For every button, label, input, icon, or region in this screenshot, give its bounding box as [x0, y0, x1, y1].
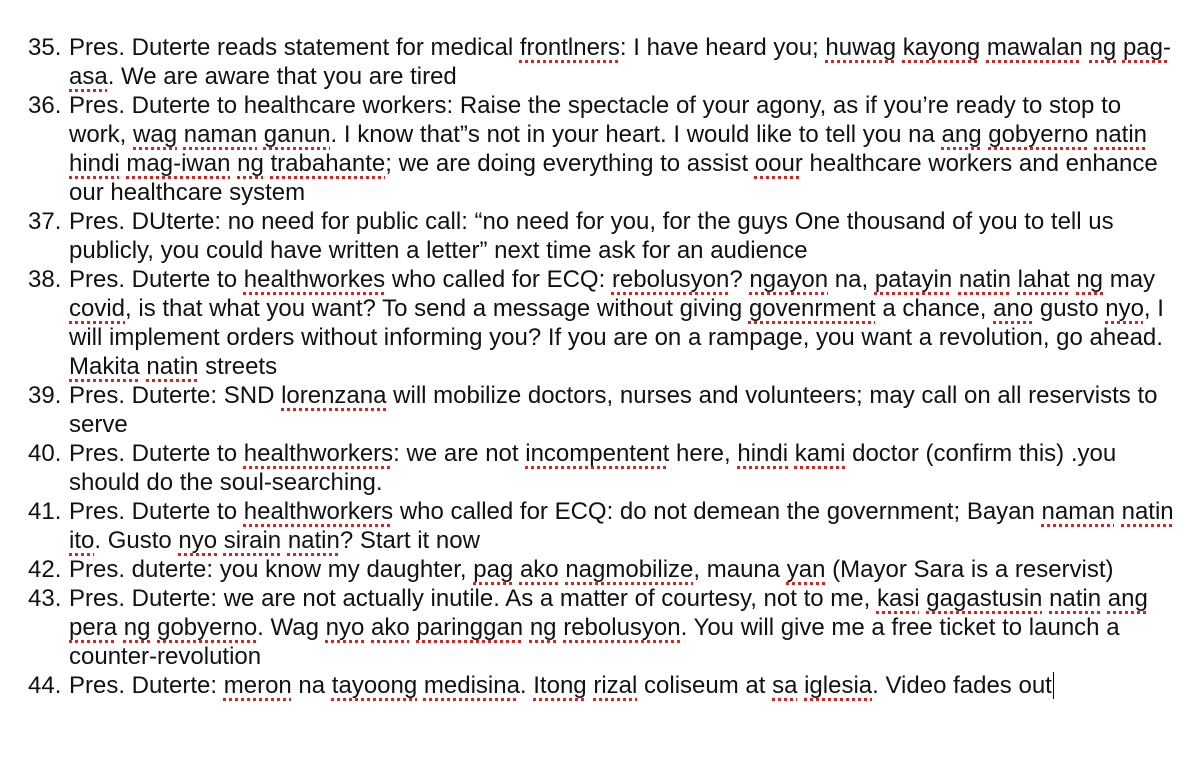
misspelled-word: Makita	[69, 353, 140, 380]
misspelled-word: ng	[123, 614, 151, 641]
misspelled-word: nagmobilize	[565, 556, 694, 583]
text-run: streets	[198, 353, 278, 380]
list-item-text	[69, 555, 1178, 584]
text-run	[1115, 498, 1122, 525]
list-item-text	[69, 265, 1178, 381]
misspelled-word: ganun	[263, 121, 331, 148]
misspelled-word: kayong	[902, 34, 981, 61]
text-run: may	[1103, 266, 1156, 293]
text-run	[896, 34, 903, 61]
text-run: who called for ECQ: do not demean the government; Bayan	[393, 498, 1042, 525]
list-item-number: 35.	[28, 34, 62, 61]
text-run	[1011, 266, 1018, 293]
misspelled-word: natin	[287, 527, 340, 554]
text-run: doctor (confirm this) .you should do the soul-searching.	[69, 440, 1117, 496]
misspelled-word: healthworkers	[243, 498, 394, 525]
text-run	[788, 440, 795, 467]
list-item-text	[69, 381, 1178, 439]
text-run: , mauna	[693, 556, 787, 583]
text-run	[952, 266, 959, 293]
list-item	[28, 584, 1178, 671]
list-item-number: 43.	[28, 585, 62, 612]
text-run: , is that what you want? To send a message without giving	[125, 295, 749, 322]
text-run	[1116, 34, 1123, 61]
misspelled-word: natin	[146, 353, 199, 380]
text-run: . I know that”s not in your heart. I would like to tell you na	[330, 121, 942, 148]
text-run: Pres. Duterte: we are not actually inutile. As a matter of courtesy, not to me,	[69, 585, 877, 612]
misspelled-word: natin	[1121, 498, 1174, 525]
list-item	[28, 555, 1178, 584]
list-item-number: 42.	[28, 556, 62, 583]
misspelled-word: gagastusin	[926, 585, 1043, 612]
text-run: will mobilize doctors, nurses and volunteers; may call on all reservists to serve	[69, 382, 1158, 438]
misspelled-word: nyo	[178, 527, 218, 554]
misspelled-word: gobyerno	[988, 121, 1089, 148]
list-item	[28, 671, 1178, 700]
text-run: na	[291, 672, 332, 699]
misspelled-word: patayin	[874, 266, 953, 293]
list-item-number: 37.	[28, 208, 62, 235]
misspelled-word: huwag	[825, 34, 897, 61]
misspelled-word: mawalan	[986, 34, 1083, 61]
misspelled-word: lorenzana	[281, 382, 387, 409]
misspelled-word: sirain	[223, 527, 282, 554]
misspelled-word: naman	[183, 121, 258, 148]
text-run	[281, 527, 288, 554]
misspelled-word: lahat	[1017, 266, 1070, 293]
misspelled-word: wag	[133, 121, 178, 148]
misspelled-word: nyo	[1105, 295, 1144, 322]
text-run: ? Start it now	[339, 527, 480, 554]
text-run: gusto	[1033, 295, 1106, 322]
list-item-text	[69, 91, 1178, 207]
text-run: . Wag	[257, 614, 326, 641]
misspelled-word: incompentent	[525, 440, 670, 467]
misspelled-word: Itong	[533, 672, 587, 699]
misspelled-word: ako	[371, 614, 410, 641]
text-run: . We are aware that you are tired	[107, 63, 457, 90]
misspelled-word: natin	[958, 266, 1011, 293]
text-run	[1101, 585, 1108, 612]
text-run: Pres. Duterte to	[69, 440, 244, 467]
misspelled-word: ng	[1076, 266, 1104, 293]
misspelled-word: rebolusyon	[611, 266, 730, 293]
list-item	[28, 33, 1178, 91]
misspelled-word: kami	[794, 440, 846, 467]
misspelled-word: kasi	[876, 585, 920, 612]
misspelled-word: mag-iwan	[126, 150, 231, 177]
misspelled-word: pag-asa	[69, 34, 1171, 90]
list-item	[28, 381, 1178, 439]
misspelled-word: ano	[993, 295, 1034, 322]
text-run: here,	[669, 440, 738, 467]
misspelled-word: gobyerno	[157, 614, 258, 641]
text-run: Pres. DUterte: no need for public call: “no need for you, for the guys One thousand of you to tell us publicly, you could have written a letter” next time ask for an audience	[69, 208, 1114, 264]
list-item	[28, 207, 1178, 265]
list-item-number: 40.	[28, 440, 62, 467]
text-run	[1088, 121, 1095, 148]
text-run	[364, 614, 371, 641]
misspelled-word: ako	[519, 556, 559, 583]
misspelled-word: healthworkes	[243, 266, 386, 293]
list-item	[28, 439, 1178, 497]
list-item	[28, 91, 1178, 207]
misspelled-word: nyo	[325, 614, 365, 641]
text-run: .	[519, 672, 534, 699]
list-item-text	[69, 33, 1178, 91]
list-item-text	[69, 671, 1178, 700]
misspelled-word: naman	[1041, 498, 1115, 525]
text-run	[177, 121, 184, 148]
text-run	[117, 614, 124, 641]
misspelled-word: meron	[223, 672, 292, 699]
text-run: ; we are doing everything to assist	[385, 150, 755, 177]
text-run	[1083, 34, 1090, 61]
misspelled-word: govenrment	[748, 295, 876, 322]
list-item-text	[69, 497, 1178, 555]
list-item-text	[69, 439, 1178, 497]
text-run: who called for ECQ:	[385, 266, 612, 293]
text-run: Pres. Duterte:	[69, 672, 224, 699]
text-run: Pres. Duterte to	[69, 498, 244, 525]
text-run: . You will give me a free ticket to launch a counter-revolution	[69, 614, 1120, 670]
text-run	[980, 34, 987, 61]
misspelled-word: tayoong	[331, 672, 418, 699]
misspelled-word: ngayon	[749, 266, 829, 293]
text-run: Pres. Duterte reads statement for medical	[69, 34, 520, 61]
misspelled-word: sa	[772, 672, 798, 699]
misspelled-word: ng	[1089, 34, 1117, 61]
document-body[interactable]	[28, 33, 1178, 700]
text-run: , I will implement orders without informing you? If you are on a rampage, you want a revolution, go ahead.	[69, 295, 1164, 351]
list-item-number: 36.	[28, 92, 62, 119]
misspelled-word: ng	[529, 614, 557, 641]
list-item-number: 39.	[28, 382, 62, 409]
misspelled-word: hindi	[737, 440, 789, 467]
text-run: ?	[729, 266, 750, 293]
misspelled-word: natin	[1049, 585, 1102, 612]
misspelled-word: ito	[69, 527, 95, 554]
text-run: na,	[828, 266, 875, 293]
text-run: Pres. Duterte to healthcare workers: Raise the spectacle of your agony, as if you’re ready to stop to work,	[69, 92, 1122, 148]
list-item-text	[69, 584, 1178, 671]
misspelled-word: natin	[1094, 121, 1148, 148]
text-run: coliseum at	[637, 672, 773, 699]
list-item-number: 41.	[28, 498, 62, 525]
text-run	[217, 527, 224, 554]
text-run	[523, 614, 530, 641]
misspelled-word: paringgan	[416, 614, 524, 641]
misspelled-word: rizal	[593, 672, 638, 699]
misspelled-word: pag	[473, 556, 514, 583]
misspelled-word: pera	[69, 614, 118, 641]
list-item-text	[69, 207, 1178, 265]
list-item	[28, 265, 1178, 381]
misspelled-word: iglesia	[804, 672, 873, 699]
misspelled-word: rebolusyon	[563, 614, 681, 641]
text-run: Pres. Duterte: SND	[69, 382, 282, 409]
misspelled-word: ang	[1107, 585, 1148, 612]
misspelled-word: healthworkers	[243, 440, 394, 467]
misspelled-word: medisina	[423, 672, 520, 699]
misspelled-word: frontlners	[519, 34, 620, 61]
text-run: a chance,	[875, 295, 994, 322]
misspelled-word: trabahante	[270, 150, 386, 177]
text-run: Pres. Duterte to	[69, 266, 244, 293]
misspelled-word: yan	[786, 556, 826, 583]
text-run: Pres. duterte: you know my daughter,	[69, 556, 474, 583]
text-run: : we are not	[393, 440, 526, 467]
text-run: : I have heard you;	[619, 34, 826, 61]
text-run: (Mayor Sara is a reservist)	[825, 556, 1114, 583]
misspelled-word: oour	[754, 150, 803, 177]
list-item-number: 44.	[28, 672, 62, 699]
text-run	[417, 672, 424, 699]
text-run	[257, 121, 264, 148]
text-run: healthcare workers and enhance our healthcare system	[69, 150, 1158, 206]
list-item-number: 38.	[28, 266, 62, 293]
misspelled-word: hindi	[69, 150, 120, 177]
text-run: . Video fades out	[872, 672, 1052, 699]
misspelled-word: covid	[69, 295, 126, 322]
misspelled-word: ng	[237, 150, 264, 177]
text-cursor	[1053, 672, 1054, 699]
list-item	[28, 497, 1178, 555]
text-run: . Gusto	[94, 527, 179, 554]
text-run	[513, 556, 520, 583]
misspelled-word: ang	[941, 121, 982, 148]
